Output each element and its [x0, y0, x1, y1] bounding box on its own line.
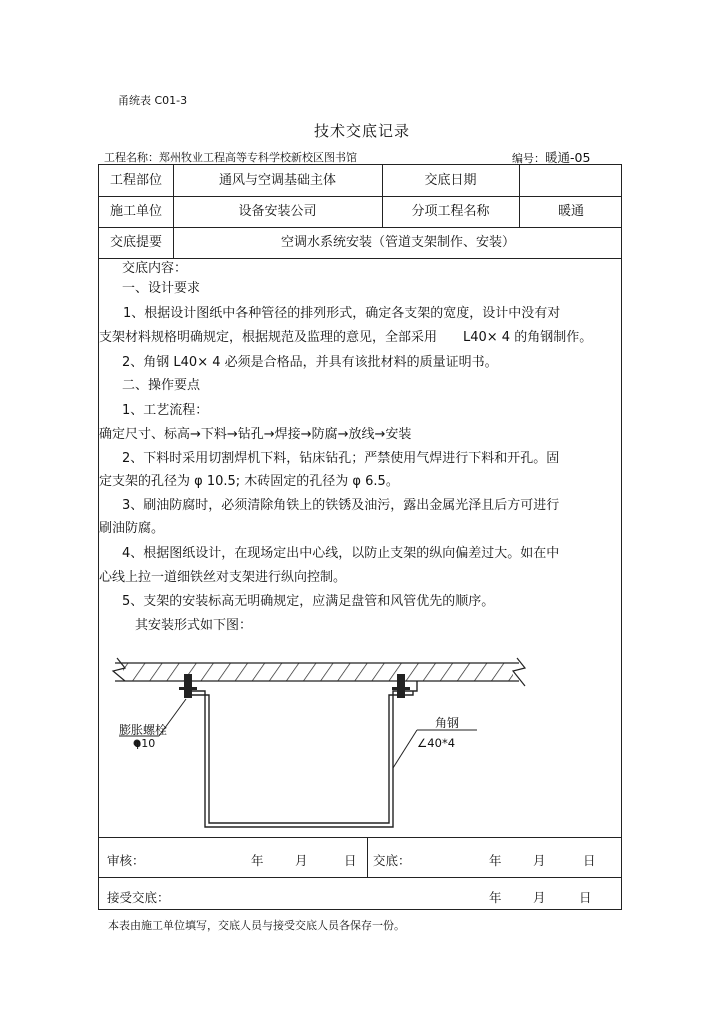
- serial-label: 编号：: [512, 152, 545, 165]
- summary-label: 交底提要: [109, 235, 162, 250]
- content-line: 5、支架的安装标高无明确规定，应满足盘管和风管优先的顺序。: [122, 594, 495, 609]
- concrete-slab: [113, 658, 525, 686]
- handover-day: 日: [583, 853, 596, 868]
- contractor-value: 设备安装公司: [238, 204, 317, 219]
- subitem-value: 暖通: [557, 204, 584, 219]
- content-line: 3、刷油防腐时，必须清除角铁上的铁锈及油污，露出金属光泽且后方可进行: [122, 498, 560, 513]
- table-rule: [367, 837, 368, 877]
- angle-size: ∠40*4: [417, 736, 456, 750]
- review-label: 审核：: [107, 853, 145, 868]
- content-line: 支架材料规格明确规定，根据规范及监理的意见，全部采用 L40× 4 的角钢制作。: [99, 330, 593, 345]
- part-value: 通风与空调基础主体: [218, 173, 336, 188]
- receiver-label: 接受交底：: [107, 890, 170, 905]
- record-form: [98, 164, 622, 910]
- handover-year: 年: [489, 853, 502, 868]
- review-month: 月: [295, 853, 308, 868]
- table-rule: [99, 837, 621, 838]
- footnote: 本表由施工单位填写，交底人员与接受交底人员各保存一份。: [108, 919, 405, 932]
- content-line: 1、工艺流程：: [122, 403, 209, 418]
- subitem-label: 分项工程名称: [411, 204, 490, 219]
- content-line: 一、设计要求: [122, 281, 201, 296]
- handover-date-label: 交底日期: [424, 173, 477, 188]
- bolt-size: φ10: [134, 737, 156, 750]
- review-year: 年: [251, 853, 264, 868]
- content-line: 2、下料时采用切割焊机下料，钻床钻孔；严禁使用气焊进行下料和开孔。固: [122, 451, 560, 466]
- table-rule: [99, 877, 621, 878]
- project-name-value: 郑州牧业工程高等专科学校新校区图书馆: [159, 151, 357, 164]
- content-line: 心线上拉一道细铁丝对支架进行纵向控制。: [99, 570, 347, 585]
- part-label: 工程部位: [109, 173, 162, 188]
- angle-label: 角钢: [435, 716, 460, 730]
- receiver-month: 月: [533, 890, 546, 905]
- content-line: 1、根据设计图纸中各种管径的排列形式，确定各支架的宽度，设计中没有对: [123, 306, 561, 321]
- handover-label: 交底：: [373, 853, 411, 868]
- bolt-label: 膨胀螺栓: [119, 723, 168, 737]
- content-line: 2、角钢 L40× 4 必须是合格品，并具有该批材料的质量证明书。: [122, 355, 498, 370]
- content-line: 确定尺寸、标高→下料→钻孔→焊接→防腐→放线→安装: [99, 427, 412, 442]
- content-line: 其安装形式如下图：: [135, 618, 253, 633]
- project-name-label: 工程名称：: [104, 151, 159, 164]
- serial-value: 暖通-05: [545, 150, 591, 165]
- content-line: 刷油防腐。: [99, 521, 165, 536]
- project-name-line: [104, 149, 357, 165]
- review-day: 日: [344, 853, 357, 868]
- content-line: 4、根据图纸设计，在现场定出中心线，以防止支架的纵向偏差过大。如在中: [122, 546, 560, 561]
- handover-month: 月: [533, 853, 546, 868]
- form-code: 甬统表 C01-3: [118, 94, 188, 107]
- receiver-day: 日: [579, 890, 592, 905]
- document-title: 技术交底记录: [313, 122, 410, 140]
- content-line: 二、操作要点: [122, 378, 201, 393]
- content-line: 交底内容：: [122, 261, 188, 276]
- bracket-diagram: [99, 655, 623, 835]
- contractor-label: 施工单位: [109, 204, 162, 219]
- summary-value: 空调水系统安装（管道支架制作、安装）: [280, 235, 515, 250]
- content-line: 定支架的孔径为 φ 10.5; 木砖固定的孔径为 φ 6.5。: [99, 474, 399, 489]
- receiver-year: 年: [489, 890, 502, 905]
- support-bracket: [185, 681, 417, 827]
